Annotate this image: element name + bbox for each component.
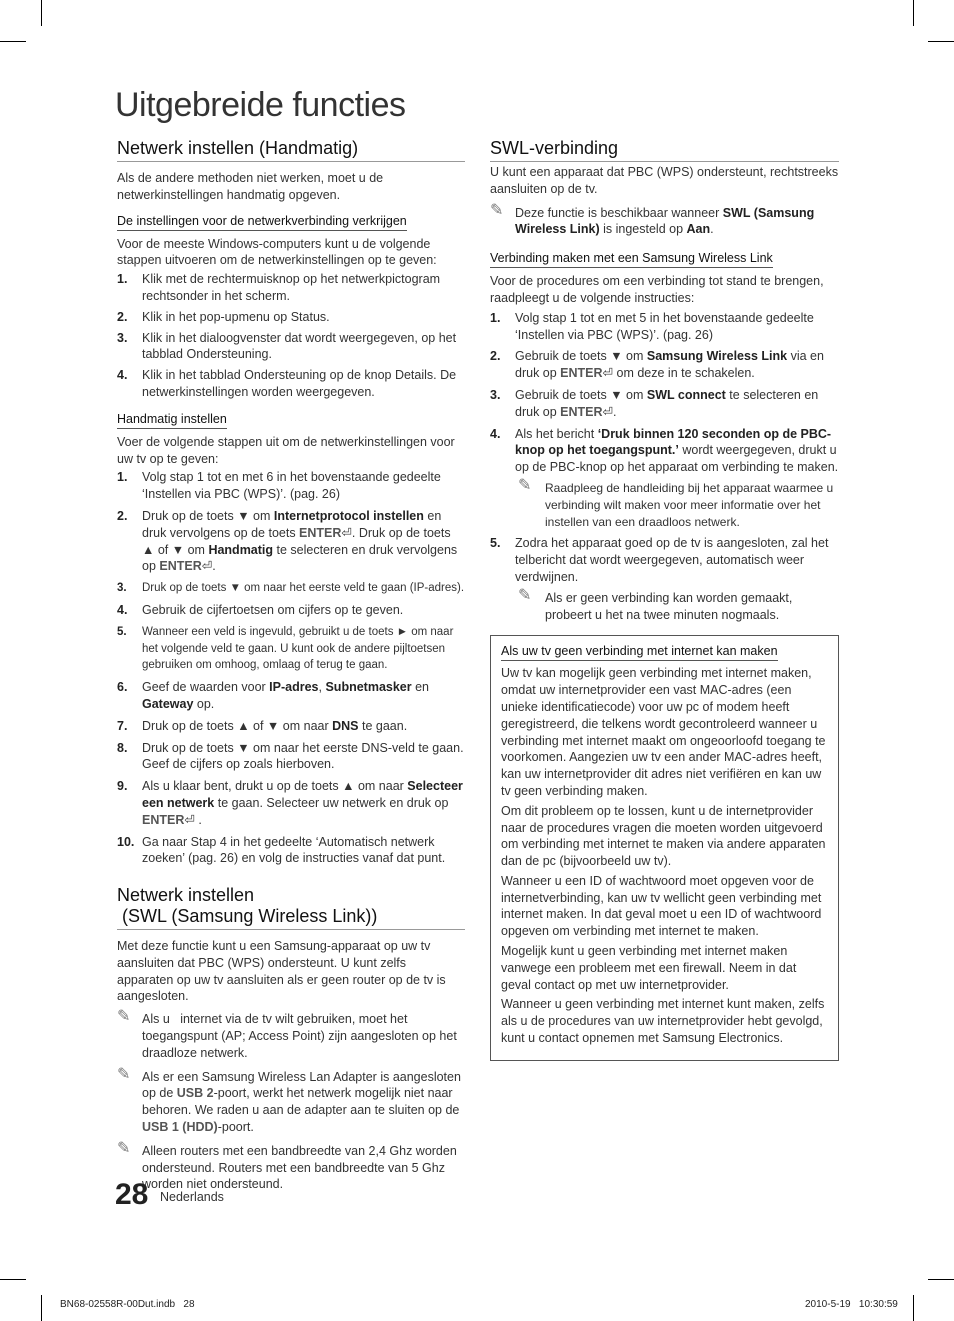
pencil-note-icon: ✎ xyxy=(490,201,504,219)
list-item: 4. Klik in het tabblad Ondersteuning op de knop Details. De netwerkinstellingen worden weergegeven. xyxy=(117,368,457,399)
list-item: 3. Druk op de toets ▼ om naar het eerste veld te gaan (IP-adres). xyxy=(117,582,465,595)
manual-steps xyxy=(117,469,465,867)
note: ✎ Als er geen verbinding kan worden gemaakt, probeert u het na twee minuten nogmaals. xyxy=(518,586,793,622)
print-file-info: BN68-02558R-00Dut.indb 28 xyxy=(60,1299,195,1310)
list-item: 2. Druk op de toets ▼ om Internetprotocol instellen en druk vervolgens op de toets ENTER⏎. Druk op de toets ▲ of ▼ om Handmatig te selecteren en druk vervolgens op ENTER⏎. xyxy=(117,508,458,574)
list-item: 8. Druk op de toets ▼ om naar het eerste DNS-veld te gaan. Geef de cijfers op zoals hierboven. xyxy=(117,740,464,772)
enter-icon: ⏎ xyxy=(201,559,213,574)
swl-connect-intro: Voor de procedures om een verbinding tot stand te brengen, raadpleegt u de volgende instructies: xyxy=(490,274,824,305)
box-paragraph: Om dit probleem op te lossen, kunt u de internetprovider naar de procedures vragen die moeten worden uitgevoerd om verbinding met internet te maken via andere apparaten dan de pc (bijvoorbeeld uw tv). xyxy=(501,803,826,869)
list-item: 3. Gebruik de toets ▼ om SWL connect te selecteren en druk op ENTER⏎. xyxy=(490,387,819,419)
manual-intro: Als de andere methoden niet werken, moet u de netwerkinstellingen handmatig opgeven. xyxy=(117,171,384,202)
obtain-intro: Voor de meeste Windows-computers kunt u de volgende stappen uitvoeren om de netwerkinstellingen op te geven: xyxy=(117,236,437,268)
obtain-steps xyxy=(117,271,465,401)
box-paragraph: Mogelijk kunt u geen verbinding met internet maken vanwege een probleem met een firewall. Neem in dat geval contact op met uw internetprovider. xyxy=(501,944,797,992)
page-number: 28 xyxy=(115,1178,149,1211)
left-column xyxy=(117,138,465,1193)
box-paragraph: Uw tv kan mogelijk geen verbinding met internet maken, omdat uw internetprovider een vast MAC-adres (een unieke identificatiecode) voor uw pc of modem heeft geregistreerd, die telkens wordt gecontroleerd wanneer u verbinding met internet maakt om ongeoorloofd toegang te voorkomen. Aangezien uw tv een ander MAC-adres heeft, kan uw internetprovider dit adres niet verifiëren en kan uw tv geen verbinding maken. xyxy=(501,666,826,798)
manual-setup-intro: Voer de volgende stappen uit om de netwerkinstellingen voor uw tv op te geven: xyxy=(117,434,455,466)
subheading-swl-connect: Verbinding maken met een Samsung Wireless Link xyxy=(490,251,773,268)
subheading-obtain-settings: De instellingen voor de netwerkverbinding verkrijgen xyxy=(117,214,407,231)
enter-icon: ⏎ xyxy=(602,366,614,381)
pencil-note-icon: ✎ xyxy=(117,1139,131,1157)
list-item: 5. Wanneer een veld is ingevuld, gebruikt u de toets ► om naar het volgende veld te gaan. U kunt ook de andere pijltoetsen gebruiken om omhoog, omlaag of terug te gaan. xyxy=(117,625,454,672)
swl-intro: Met deze functie kunt u een Samsung-apparaat op uw tv aansluiten dat PBC (WPS) ondersteunt. U kunt zelfs apparaten op uw tv aansluiten als er geen router op de tv is aangesloten. xyxy=(117,939,446,1004)
crop-mark xyxy=(0,1279,26,1280)
swl-connection-intro: U kunt een apparaat dat PBC (WPS) ondersteunt, rechtstreeks aansluiten op de tv. xyxy=(490,165,839,196)
right-column xyxy=(490,138,839,1061)
crop-mark xyxy=(928,41,954,42)
list-item: 6. Geef de waarden voor IP-adres, Subnetmasker en Gateway op. xyxy=(117,680,430,711)
enter-button-label: ENTER xyxy=(299,525,342,540)
list-item: 2. Klik in het pop-upmenu op Status. xyxy=(117,309,330,324)
list-item: 7. Druk op de toets ▲ of ▼ om naar DNS te gaan. xyxy=(117,718,408,733)
note: ✎ Als u internet via de tv wilt gebruiken, moet het toegangspunt (AP; Access Point) zijn aangesloten op het draadloze netwerk. xyxy=(117,1008,461,1060)
page-title: Uitgebreide functies xyxy=(115,86,406,124)
swl-steps xyxy=(490,310,839,624)
note: ✎ Als er een Samsung Wireless Lan Adapter is aangesloten op de USB 2-poort, werkt het netwerk mogelijk niet naar behoren. We raden u aan de adapter aan te sluiten op de USB 1 (HDD)-poort. xyxy=(117,1065,461,1135)
list-item: 2. Gebruik de toets ▼ om Samsung Wireless Link via en druk op ENTER⏎ om deze in te schakelen. xyxy=(490,349,824,381)
list-item: 1. Volg stap 1 tot en met 5 in het bovenstaande gedeelte ‘Instellen via PBC (WPS)’. (pag. 26) xyxy=(490,310,814,342)
enter-icon: ⏎ xyxy=(341,525,352,540)
crop-mark xyxy=(41,0,42,26)
enter-icon: ⏎ xyxy=(602,404,614,419)
list-item: 5. Zodra het apparaat goed op de tv is aangesloten, zal het telbericht dat wordt weergegeven, automatisch weer verdwijnen. ✎ Als er geen verbinding kan worden gemaakt, probeert u het na twee minuten nogmaals. xyxy=(490,535,839,623)
crop-mark xyxy=(41,1295,42,1321)
note: ✎ Deze functie is beschikbaar wanneer SWL (Samsung Wireless Link) is ingesteld op Aan. xyxy=(490,201,815,237)
list-item: 1. Klik met de rechtermuisknop op het netwerkpictogram rechtsonder in het scherm. xyxy=(117,272,441,303)
note: ✎ Raadpleeg de handleiding bij het apparaat waarmee u verbinding wilt maken voor meer informatie over het instellen van een draadloos netwerk. xyxy=(518,476,834,529)
list-item: 4. Gebruik de cijfertoetsen om cijfers op te geven. xyxy=(117,602,404,617)
list-item: 9. Als u klaar bent, drukt u op de toets ▲ om naar Selecteer een netwerk te gaan. Selecteer uw netwerk en druk op ENTER⏎ . xyxy=(117,779,463,827)
list-item: 10. Ga naar Stap 4 in het gedeelte ‘Automatisch netwerk zoeken’ (pag. 26) en volg de instructies vanaf dat punt. xyxy=(117,834,446,866)
box-paragraph: Wanneer u geen verbinding met internet kunt maken, zelfs als u de procedures van uw internetprovider hebt gevolgd, kunt u contact opnemen met Samsung Electronics. xyxy=(501,997,825,1046)
box-title: Als uw tv geen verbinding met internet kan maken xyxy=(501,644,778,661)
note: ✎ Alleen routers met een bandbreedte van 2,4 Ghz worden ondersteund. Routers met een bandbreedte van 5 Ghz worden niet ondersteund. xyxy=(117,1139,457,1192)
crop-mark xyxy=(0,41,26,42)
section-heading-swl: Netwerk instellen (SWL (Samsung Wireless Link)) xyxy=(117,885,465,930)
section-heading-swl-connection: SWL-verbinding xyxy=(490,138,839,162)
subheading-manual-setup: Handmatig instellen xyxy=(117,412,227,429)
crop-mark xyxy=(913,0,914,26)
no-internet-box xyxy=(490,635,839,1061)
pencil-note-icon: ✎ xyxy=(117,1008,131,1026)
print-date-info: 2010-5-19 10:30:59 xyxy=(805,1299,898,1310)
list-item: 1. Volg stap 1 tot en met 6 in het bovenstaande gedeelte ‘Instellen via PBC (WPS)’. (pag. 26) xyxy=(117,470,441,502)
crop-mark xyxy=(928,1279,954,1280)
list-item: 4. Als het bericht ‘Druk binnen 120 seconden op de PBC-knop op het toegangspunt.’ wordt weergegeven, drukt u op de PBC-knop op het apparaat om verbinding te maken. ✎ Raadpleeg de handleiding bij het apparaat waarmee u verbinding wilt maken voor meer informatie over het instellen van een draadloos netwerk. xyxy=(490,426,839,529)
section-heading-manual: Netwerk instellen (Handmatig) xyxy=(117,138,465,162)
language-label: Nederlands xyxy=(160,1190,224,1204)
pencil-note-icon: ✎ xyxy=(117,1065,131,1083)
crop-mark xyxy=(913,1295,914,1321)
pencil-note-icon: ✎ xyxy=(518,586,532,604)
list-item: 3. Klik in het dialoogvenster dat wordt weergegeven, op het tabblad Ondersteuning. xyxy=(117,330,457,362)
enter-icon: ⏎ xyxy=(184,812,195,827)
box-paragraph: Wanneer u een ID of wachtwoord moet opgeven voor de internetverbinding, kan uw tv wellicht geen verbinding met internet maken. In dat geval moet u een ID of wachtwoord opgeven om verbinding met internet te maken. xyxy=(501,873,822,939)
pencil-note-icon: ✎ xyxy=(518,476,532,494)
